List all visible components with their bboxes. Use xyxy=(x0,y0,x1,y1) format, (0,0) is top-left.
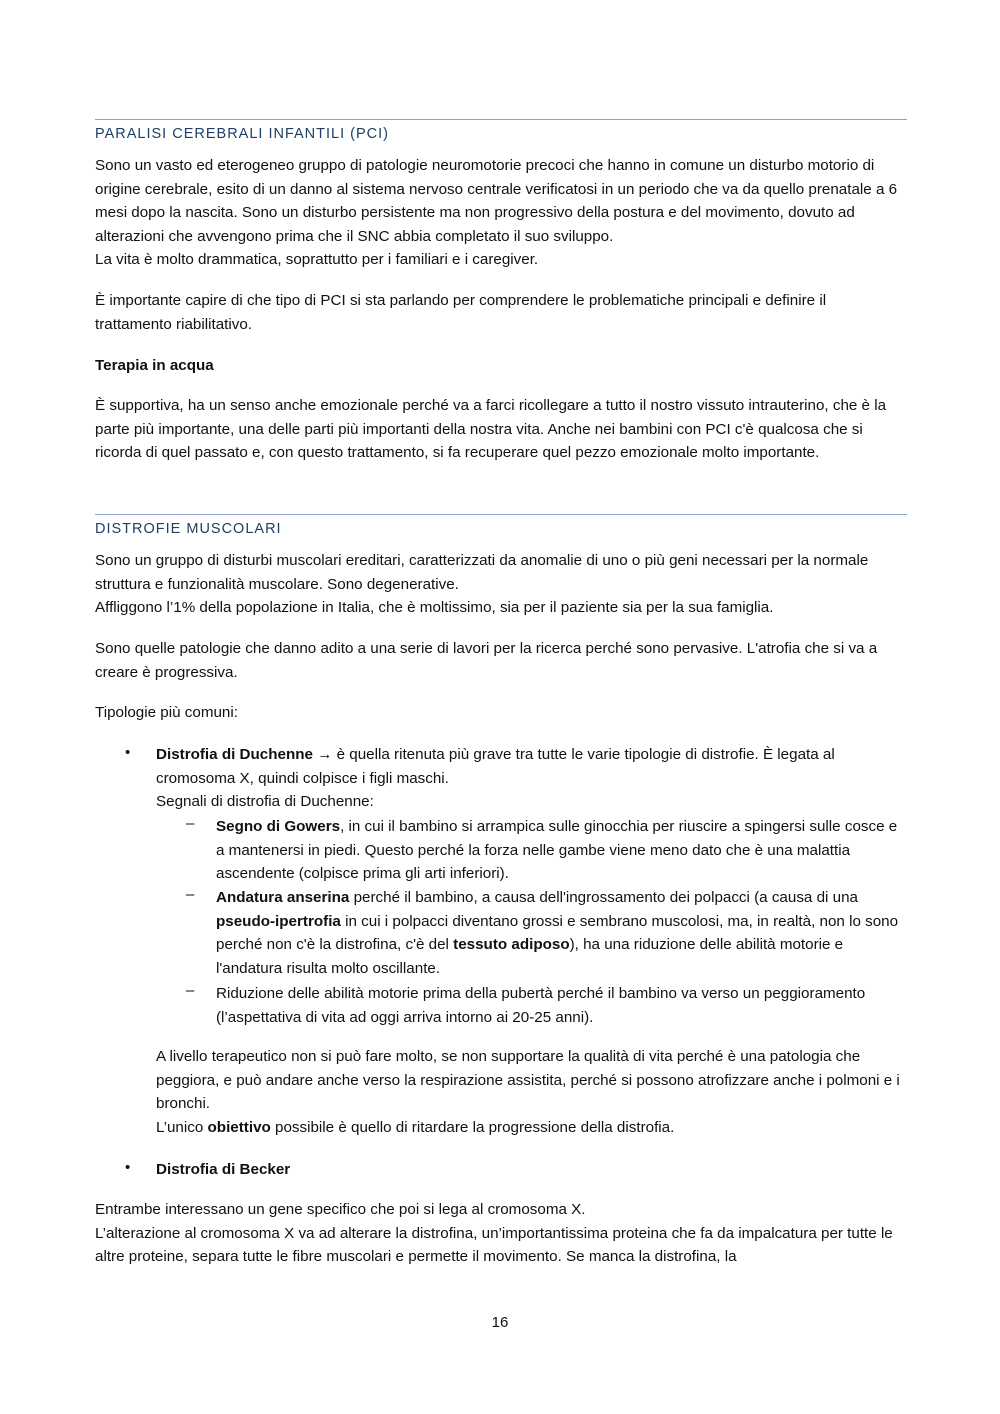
anserina-text-c: ), ha una riduzione delle abilità motorie e l'andatura risulta molto oscillante. xyxy=(216,936,844,977)
distrofie-paragraph-2: Sono quelle patologie che danno adito a una serie di lavori per la ricerca perché sono pervasive. L'atrofia che si va a creare è progressiva. xyxy=(95,640,878,681)
list-item-anserina xyxy=(216,886,906,980)
gowers-text: , in cui il bambino si arrampica sulle ginocchia per riuscire a spingersi sulle cosce e a mantenersi in piedi. Questo perché la forza nelle gambe viene meno dato che è una malattia ascendente (colpisce prima gli arti inferiori). xyxy=(216,818,898,883)
subheading-terapia-in-acqua: Terapia in acqua xyxy=(95,357,214,374)
becker-title: Distrofia di Becker xyxy=(156,1161,291,1178)
section-heading-distrofie: DISTROFIE MUSCOLARI xyxy=(95,521,282,537)
list-item-gowers xyxy=(216,815,906,886)
section-divider-pci xyxy=(95,119,907,120)
duchenne-therapy-paragraph xyxy=(156,1045,906,1139)
list-item-duchenne xyxy=(156,743,906,814)
goal-term: obiettivo xyxy=(207,1118,271,1136)
page-number: 16 xyxy=(491,1314,509,1331)
anserina-text-a: perché il bambino, a causa dell'ingrossamento dei polpacci (a causa di una xyxy=(349,889,858,906)
dash-anserina: – xyxy=(186,886,195,903)
distrofie-paragraph-3: Tipologie più comuni: xyxy=(95,704,238,721)
dash-gowers: – xyxy=(186,815,195,832)
pci-paragraph-2: È importante capire di che tipo di PCI si sta parlando per comprendere le problematiche principali e definire il trattamento riabilitativo. xyxy=(95,292,827,333)
pci-paragraph-3: È supportiva, ha un senso anche emozionale perché va a farci ricollegare a tutto il nostro vissuto intrauterino, che è la parte più importante, una delle parti più importanti della nostra vita. Anche nei bambini con PCI c'è qualcosa che si ricorda di quel passato e, con questo trattamento, si fa recuperare quel pezzo emozionale molto importante. xyxy=(95,397,887,462)
duchenne-title: Distrofia di Duchenne xyxy=(156,746,313,763)
anserina-text-b: in cui i polpacci diventano grossi e sembrano muscolosi, ma, in realtà, non lo sono perché non c'è la distrofina, c'è del xyxy=(216,912,899,954)
distrofie-paragraph-5-text: L’alterazione al cromosoma X va ad alterare la distrofina, un’importantissima proteina che fa da impalcatura per tutte le altre proteine, separa tutte le fibre muscolari e permette il movimento. Se manca la distrofina, la xyxy=(95,1224,893,1266)
bullet-duchenne: • xyxy=(125,744,131,761)
duchenne-text: è quella ritenuta più grave tra tutte le varie tipologie di distrofie. È legata al cromosoma X, quindi colpisce i figli maschi. xyxy=(156,746,835,787)
distrofie-paragraph-1-text: Sono un gruppo di disturbi muscolari ereditari, caratterizzati da anomalie di uno o più geni necessari per la normale struttura e funzionalità muscolare. Sono degenerative. xyxy=(95,552,869,593)
pci-paragraph-1 xyxy=(95,154,907,272)
list-item-riduzione: Riduzione delle abilità motorie prima della pubertà perché il bambino va verso un peggioramento (l’aspettativa di vita ad oggi arriva intorno ai 20-25 anni). xyxy=(216,985,866,1026)
distrofie-paragraph-1 xyxy=(95,549,907,620)
duchenne-signs-label: Segnali di distrofia di Duchenne: xyxy=(156,793,374,811)
distrofie-paragraph-1b-text: Affliggono l’1% della popolazione in Italia, che è moltissimo, sia per il paziente sia per la sua famiglia. xyxy=(95,599,774,617)
bullet-becker: • xyxy=(125,1159,131,1176)
tessuto-adiposo-term: tessuto adiposo xyxy=(453,936,570,954)
pci-paragraph-1-text: Sono un vasto ed eterogeneo gruppo di patologie neuromotorie precoci che hanno in comune un disturbo motorio di origine cerebrale, esito di un danno al sistema nervoso centrale verificatosi in un periodo che va da quello prenatale a 6 mesi dopo la nascita. Sono un disturbo persistente ma non progressivo della postura e del movimento, dovuto ad alterazioni che avvengono prima che il SNC abbia completato il suo sviluppo. xyxy=(95,157,898,245)
section-divider-distrofie xyxy=(95,514,907,515)
distrofie-paragraph-4-text: Entrambe interessano un gene specifico che poi si lega al cromosoma X. xyxy=(95,1201,586,1218)
dash-riduzione: – xyxy=(186,982,195,999)
goal-text-b: possibile è quello di ritardare la progressione della distrofia. xyxy=(270,1118,675,1136)
therapy-text: A livello terapeutico non si può fare molto, se non supportare la qualità di vita perché è una patologia che peggiora, e può andare anche verso la respirazione assistita, perché si possono atrofizzare anche i polmoni e i bronchi. xyxy=(156,1048,900,1113)
list-item-becker xyxy=(156,1158,906,1182)
distrofie-paragraph-4 xyxy=(95,1198,907,1269)
gowers-title: Segno di Gowers xyxy=(216,818,341,835)
right-arrow-icon: → xyxy=(317,746,333,763)
section-heading-pci: PARALISI CEREBRALI INFANTILI (PCI) xyxy=(95,126,389,142)
goal-text-a: L’unico xyxy=(156,1118,208,1136)
pseudo-ipertrofia-term: pseudo-ipertrofia xyxy=(216,912,341,930)
pci-paragraph-1b-text: La vita è molto drammatica, soprattutto per i familiari e i caregiver. xyxy=(95,251,539,269)
anserina-title: Andatura anserina xyxy=(216,889,350,906)
